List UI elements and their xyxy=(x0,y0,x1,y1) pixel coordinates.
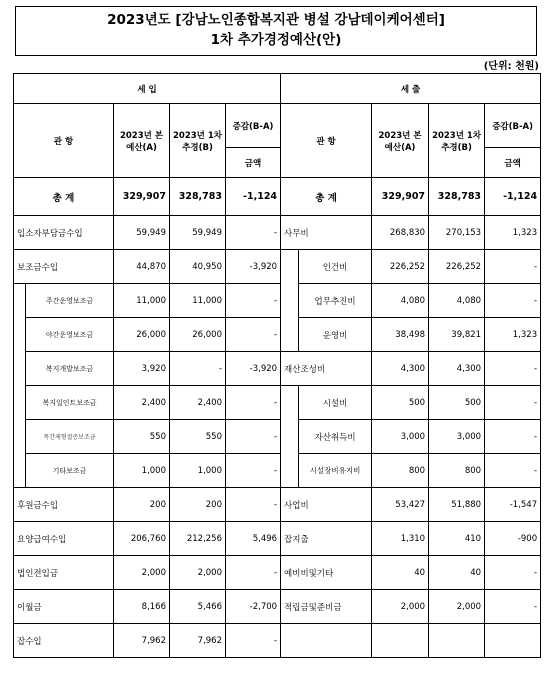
expense-rev: 4,300 xyxy=(429,352,485,386)
expense-label: 인건비 xyxy=(299,250,372,284)
income-sublabel: 야간운영보조금 xyxy=(26,318,114,352)
income-sublabel: 기타보조금 xyxy=(26,454,114,488)
expense-label: 운영비 xyxy=(299,318,372,352)
expense-rev: 3,000 xyxy=(429,420,485,454)
expense-orig: 38,498 xyxy=(372,318,429,352)
expense-rev: 39,821 xyxy=(429,318,485,352)
income-orig: 3,920 xyxy=(114,352,170,386)
income-diff: - xyxy=(226,216,281,250)
expense-orig: 268,830 xyxy=(372,216,429,250)
expense-orig: 4,080 xyxy=(372,284,429,318)
expense-rev: 4,080 xyxy=(429,284,485,318)
table-row xyxy=(14,216,541,250)
expense-gwanhang-header: 관 항 xyxy=(281,104,372,178)
income-orig: 200 xyxy=(114,488,170,522)
table-row xyxy=(14,522,541,556)
expense-rev: 2,000 xyxy=(429,590,485,624)
income-label: 보조금수입 xyxy=(14,250,114,284)
expense-total-label: 총 계 xyxy=(281,178,372,216)
expense-diff: - xyxy=(485,590,541,624)
budget-table xyxy=(13,73,541,658)
income-orig: 206,760 xyxy=(114,522,170,556)
expense-label: 잡지출 xyxy=(281,522,372,556)
expense-label: 적립금및준비금 xyxy=(281,590,372,624)
expense-orig: 500 xyxy=(372,386,429,420)
expense-label: 예비비및기타 xyxy=(281,556,372,590)
income-orig: 7,962 xyxy=(114,624,170,658)
expense-diff: - xyxy=(485,386,541,420)
income-diff: -2,700 xyxy=(226,590,281,624)
table-row xyxy=(14,488,541,522)
income-rev: 11,000 xyxy=(170,284,226,318)
expense-diff: -900 xyxy=(485,522,541,556)
income-rev: 40,950 xyxy=(170,250,226,284)
expense-rev: 500 xyxy=(429,386,485,420)
income-rev: 200 xyxy=(170,488,226,522)
income-orig: 1,000 xyxy=(114,454,170,488)
expense-diff: - xyxy=(485,556,541,590)
income-orig: 26,000 xyxy=(114,318,170,352)
expense-orig: 3,000 xyxy=(372,420,429,454)
expense-rev: 226,252 xyxy=(429,250,485,284)
income-rev: 59,949 xyxy=(170,216,226,250)
income-diff: - xyxy=(226,556,281,590)
expense-orig xyxy=(372,624,429,658)
table-row xyxy=(14,318,541,352)
income-sublabel: 주간운영보조금 xyxy=(26,284,114,318)
income-rev-header: 2023년 1차추경(B) xyxy=(170,104,226,178)
expense-orig-header: 2023년 본예산(A) xyxy=(372,104,429,178)
income-orig: 550 xyxy=(114,420,170,454)
income-diff: -3,920 xyxy=(226,250,281,284)
expense-diff: - xyxy=(485,352,541,386)
table-row xyxy=(14,386,541,420)
income-diff-header: 증감(B-A) xyxy=(226,104,281,148)
income-rev: 1,000 xyxy=(170,454,226,488)
table-row xyxy=(14,624,541,658)
table-row xyxy=(14,556,541,590)
table-row xyxy=(14,250,541,284)
expense-label: 재산조성비 xyxy=(281,352,372,386)
title-line2: 1차 추가경정예산(안) xyxy=(210,32,342,48)
expense-label: 시설비 xyxy=(299,386,372,420)
income-total-orig: 329,907 xyxy=(114,178,170,216)
expense-diff: - xyxy=(485,250,541,284)
income-orig: 44,870 xyxy=(114,250,170,284)
income-orig: 59,949 xyxy=(114,216,170,250)
expense-total-orig: 329,907 xyxy=(372,178,429,216)
expense-rev: 270,153 xyxy=(429,216,485,250)
income-sublabel: 복지개발보조금 xyxy=(26,352,114,386)
unit-label: (단위: 천원) xyxy=(483,61,539,72)
income-diff: - xyxy=(226,386,281,420)
income-label: 잡수입 xyxy=(14,624,114,658)
expense-rev-header: 2023년 1차추경(B) xyxy=(429,104,485,178)
expense-label: 자산취득비 xyxy=(299,420,372,454)
income-label: 입소자부담금수입 xyxy=(14,216,114,250)
income-diff: - xyxy=(226,318,281,352)
income-rev: 212,256 xyxy=(170,522,226,556)
expense-diff: 1,323 xyxy=(485,318,541,352)
expense-orig: 4,300 xyxy=(372,352,429,386)
expense-label: 업무추진비 xyxy=(299,284,372,318)
expense-diff-header: 증감(B-A) xyxy=(485,104,541,148)
income-diff: - xyxy=(226,420,281,454)
expense-header: 세 출 xyxy=(281,74,541,104)
income-diff: 5,496 xyxy=(226,522,281,556)
expense-orig: 1,310 xyxy=(372,522,429,556)
expense-orig: 53,427 xyxy=(372,488,429,522)
expense-diff: -1,547 xyxy=(485,488,541,522)
expense-rev: 40 xyxy=(429,556,485,590)
income-orig: 2,000 xyxy=(114,556,170,590)
expense-orig: 226,252 xyxy=(372,250,429,284)
expense-label: 시설장비유지비 xyxy=(299,454,372,488)
income-label: 법인전입금 xyxy=(14,556,114,590)
income-sublabel: 복지일인트보조금 xyxy=(26,386,114,420)
income-rev: 2,000 xyxy=(170,556,226,590)
expense-total-rev: 328,783 xyxy=(429,178,485,216)
income-sublabel: 목간제형절증보조금 xyxy=(26,420,114,454)
table-row xyxy=(14,420,541,454)
income-label: 요양급여수입 xyxy=(14,522,114,556)
income-rev: 2,400 xyxy=(170,386,226,420)
income-rev: 5,466 xyxy=(170,590,226,624)
income-diff: -3,920 xyxy=(226,352,281,386)
income-diff: - xyxy=(226,454,281,488)
income-label: 후원금수입 xyxy=(14,488,114,522)
income-rev: - xyxy=(170,352,226,386)
income-indent-cell xyxy=(14,284,26,488)
expense-indent-cell xyxy=(281,250,299,352)
income-gwanhang-header: 관 항 xyxy=(14,104,114,178)
expense-label xyxy=(281,624,372,658)
expense-rev: 410 xyxy=(429,522,485,556)
expense-diff: 1,323 xyxy=(485,216,541,250)
income-label: 이월금 xyxy=(14,590,114,624)
expense-orig: 800 xyxy=(372,454,429,488)
income-amount-header: 금액 xyxy=(226,148,281,178)
income-orig: 11,000 xyxy=(114,284,170,318)
income-rev: 7,962 xyxy=(170,624,226,658)
income-total-label: 총 계 xyxy=(14,178,114,216)
expense-diff: - xyxy=(485,420,541,454)
table-row xyxy=(14,352,541,386)
expense-orig: 2,000 xyxy=(372,590,429,624)
income-total-rev: 328,783 xyxy=(170,178,226,216)
income-rev: 550 xyxy=(170,420,226,454)
expense-label: 사무비 xyxy=(281,216,372,250)
expense-label: 사업비 xyxy=(281,488,372,522)
expense-rev xyxy=(429,624,485,658)
income-orig: 2,400 xyxy=(114,386,170,420)
income-total-diff: -1,124 xyxy=(226,178,281,216)
expense-rev: 51,880 xyxy=(429,488,485,522)
income-diff: - xyxy=(226,624,281,658)
expense-total-diff: -1,124 xyxy=(485,178,541,216)
income-orig: 8,166 xyxy=(114,590,170,624)
income-diff: - xyxy=(226,284,281,318)
table-row xyxy=(14,284,541,318)
title-line1: 2023년도 [강남노인종합복지관 병설 강남데이케어센터] xyxy=(107,12,445,28)
expense-orig: 40 xyxy=(372,556,429,590)
expense-amount-header: 금액 xyxy=(485,148,541,178)
income-header: 세 입 xyxy=(14,74,281,104)
expense-diff xyxy=(485,624,541,658)
table-row xyxy=(14,454,541,488)
expense-rev: 800 xyxy=(429,454,485,488)
income-orig-header: 2023년 본예산(A) xyxy=(114,104,170,178)
income-rev: 26,000 xyxy=(170,318,226,352)
expense-diff: - xyxy=(485,454,541,488)
table-row xyxy=(14,590,541,624)
expense-indent-cell xyxy=(281,386,299,488)
title-box xyxy=(15,6,537,56)
income-diff: - xyxy=(226,488,281,522)
expense-diff: - xyxy=(485,284,541,318)
